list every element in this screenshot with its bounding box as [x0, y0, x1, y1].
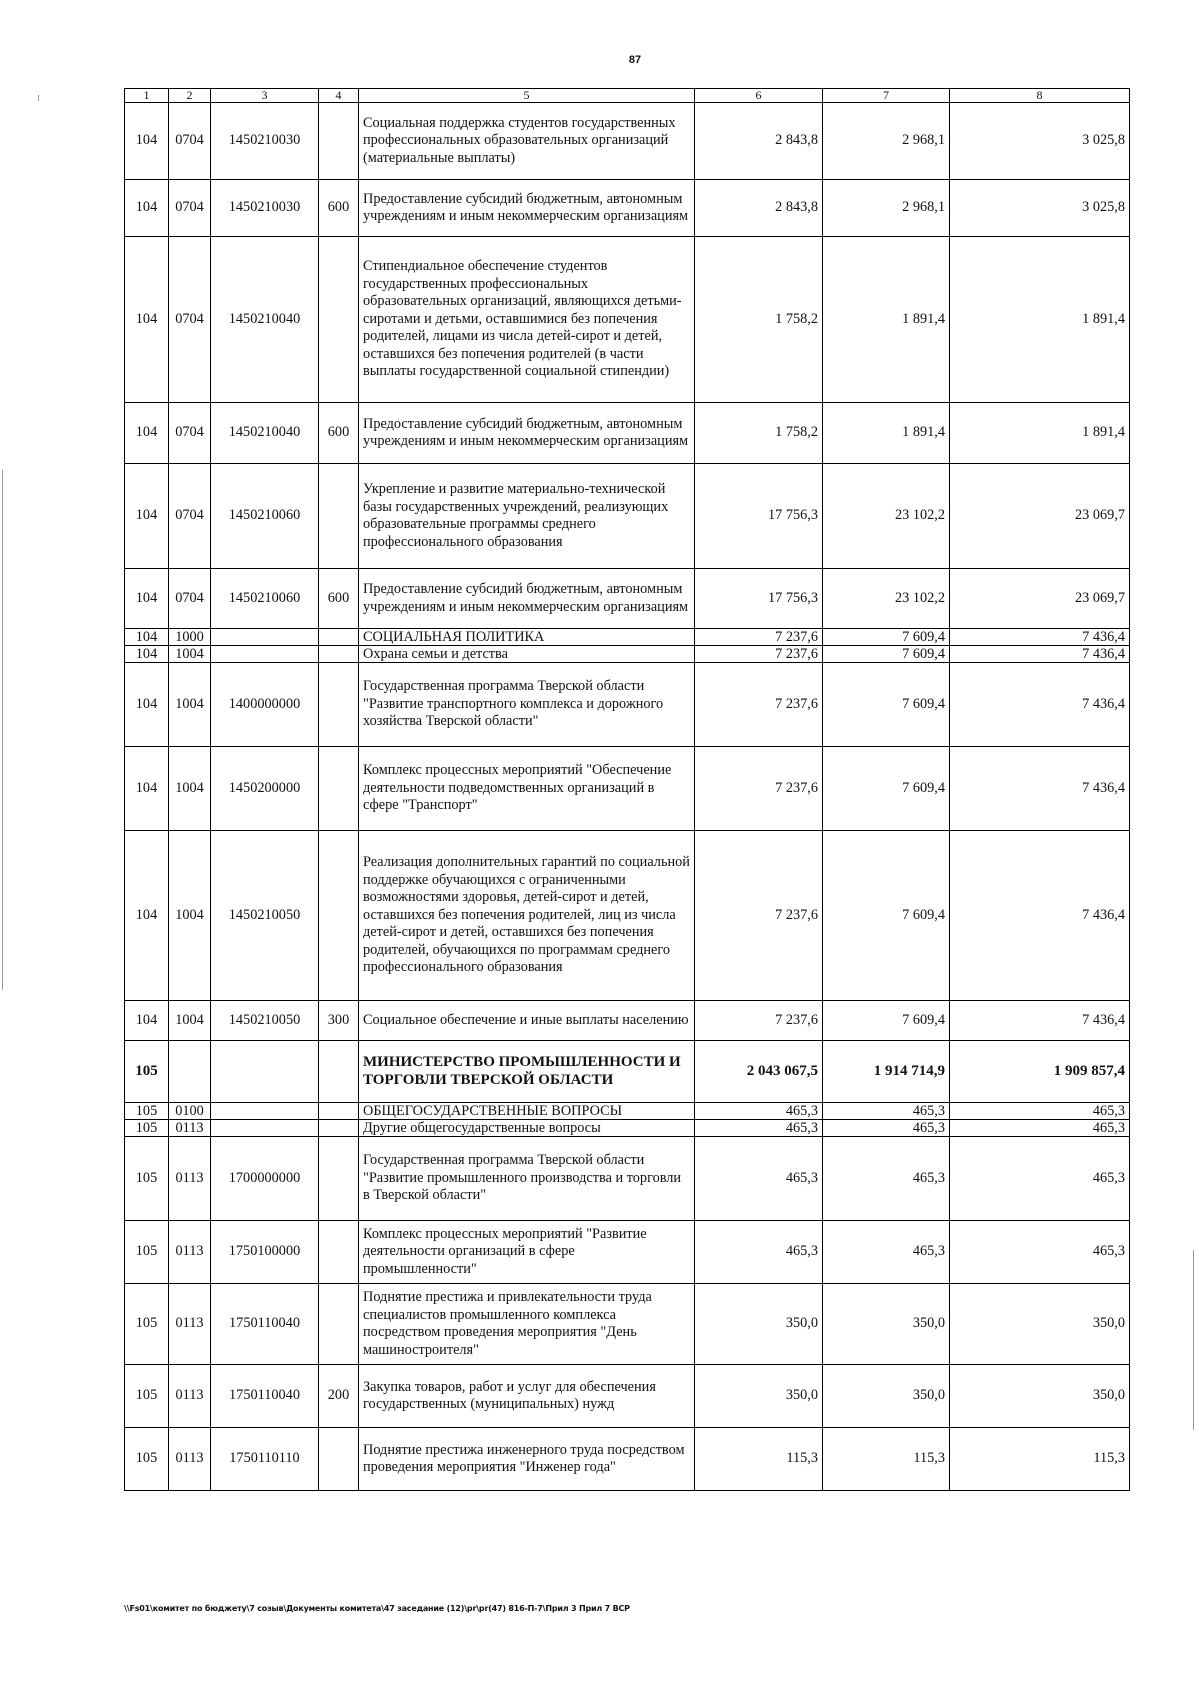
cell-amount-year-1: 7 237,6: [695, 1001, 823, 1041]
cell-amount-year-2: 7 609,4: [823, 646, 950, 663]
cell-description: Стипендиальное обеспечение студентов государственных профессиональных образовательных организаций, являющихся детьми-сиротами и детьми, оставшимися без попечения родителей, лицами из числа детей-сирот и детей, оставшихся без попечения родителей (в части выплаты государственной социальной стипендии): [359, 237, 695, 403]
cell-target-article: [211, 646, 319, 663]
cell-amount-year-2: 2 968,1: [823, 103, 950, 180]
column-header: 5: [359, 89, 695, 103]
cell-amount-year-2: 1 891,4: [823, 237, 950, 403]
table-row: [125, 646, 1130, 663]
cell-expense-type: [319, 629, 359, 646]
cell-expense-type: 600: [319, 180, 359, 237]
table-row: [125, 1137, 1130, 1221]
cell-description: Государственная программа Тверской области "Развитие промышленного производства и торговли в Тверской области": [359, 1137, 695, 1221]
file-path-footer: \\Fs01\комитет по бюджету\7 созыв\Документы комитета\47 заседание (12)\pr\pr(47) 816-П-7\Прил 3 Прил 7 ВСР: [124, 1604, 630, 1613]
cell-description: Комплекс процессных мероприятий "Развитие деятельности организаций в сфере промышленности": [359, 1221, 695, 1284]
cell-target-article: 1750110110: [211, 1428, 319, 1491]
table-row: [125, 747, 1130, 831]
cell-amount-year-1: 350,0: [695, 1284, 823, 1365]
cell-section-code: 1004: [169, 1001, 211, 1041]
cell-amount-year-3: 7 436,4: [950, 831, 1130, 1001]
cell-target-article: 1750110040: [211, 1365, 319, 1428]
cell-expense-type: 600: [319, 569, 359, 629]
cell-target-article: [211, 1041, 319, 1103]
cell-amount-year-1: 17 756,3: [695, 464, 823, 569]
cell-amount-year-1: 1 758,2: [695, 237, 823, 403]
cell-description: Другие общегосударственные вопросы: [359, 1120, 695, 1137]
cell-ministry-code: 105: [125, 1428, 169, 1491]
cell-amount-year-2: 23 102,2: [823, 569, 950, 629]
cell-expense-type: [319, 663, 359, 747]
column-header: 3: [211, 89, 319, 103]
cell-description: Укрепление и развитие материально-технической базы государственных учреждений, реализующих образовательные программы среднего профессионального образования: [359, 464, 695, 569]
cell-ministry-code: 105: [125, 1137, 169, 1221]
table-row: [125, 403, 1130, 464]
cell-amount-year-3: 1 891,4: [950, 237, 1130, 403]
cell-description: Комплекс процессных мероприятий "Обеспечение деятельности подведомственных организаций в сфере "Транспорт": [359, 747, 695, 831]
table-row: [125, 1001, 1130, 1041]
table-row: [125, 1428, 1130, 1491]
scan-edge-mark: [1193, 1250, 1194, 1430]
cell-amount-year-2: 465,3: [823, 1120, 950, 1137]
cell-amount-year-1: 17 756,3: [695, 569, 823, 629]
cell-target-article: 1750100000: [211, 1221, 319, 1284]
cell-ministry-code: 105: [125, 1365, 169, 1428]
cell-description: Предоставление субсидий бюджетным, автономным учреждениям и иным некоммерческим организациям: [359, 403, 695, 464]
cell-target-article: 1400000000: [211, 663, 319, 747]
cell-section-code: 1004: [169, 646, 211, 663]
cell-section-code: 0113: [169, 1221, 211, 1284]
cell-amount-year-3: 7 436,4: [950, 1001, 1130, 1041]
cell-expense-type: 200: [319, 1365, 359, 1428]
cell-amount-year-2: 2 968,1: [823, 180, 950, 237]
cell-expense-type: 300: [319, 1001, 359, 1041]
cell-section-code: 1000: [169, 629, 211, 646]
cell-amount-year-3: 1 909 857,4: [950, 1041, 1130, 1103]
cell-expense-type: [319, 1428, 359, 1491]
cell-description: Поднятие престижа и привлекательности труда специалистов промышленного комплекса посредством проведения мероприятия "День машиностроителя": [359, 1284, 695, 1365]
cell-section-code: 0704: [169, 237, 211, 403]
cell-section-code: 0100: [169, 1103, 211, 1120]
cell-expense-type: 600: [319, 403, 359, 464]
cell-amount-year-3: 465,3: [950, 1103, 1130, 1120]
scan-edge-mark: [2, 470, 3, 990]
cell-section-code: 0704: [169, 464, 211, 569]
cell-ministry-code: 104: [125, 629, 169, 646]
cell-amount-year-1: 7 237,6: [695, 629, 823, 646]
cell-section-code: 0113: [169, 1120, 211, 1137]
table-row: [125, 1365, 1130, 1428]
cell-section-code: 1004: [169, 747, 211, 831]
table-row: [125, 1120, 1130, 1137]
cell-expense-type: [319, 831, 359, 1001]
cell-amount-year-3: 7 436,4: [950, 629, 1130, 646]
table-row: [125, 1103, 1130, 1120]
cell-target-article: 1450210050: [211, 831, 319, 1001]
budget-table: [124, 88, 1130, 1491]
cell-description: Реализация дополнительных гарантий по социальной поддержке обучающихся с ограниченными возможностями здоровья, детей-сирот и детей, оставшихся без попечения родителей, лиц из числа детей-сирот и детей, оставшихся без попечения родителей, обучающихся по программам среднего профессионального образования: [359, 831, 695, 1001]
cell-description: Предоставление субсидий бюджетным, автономным учреждениям и иным некоммерческим организациям: [359, 180, 695, 237]
cell-amount-year-2: 350,0: [823, 1284, 950, 1365]
page-number: 87: [628, 54, 642, 66]
cell-amount-year-2: 23 102,2: [823, 464, 950, 569]
cell-expense-type: [319, 103, 359, 180]
cell-amount-year-3: 465,3: [950, 1221, 1130, 1284]
cell-amount-year-2: 7 609,4: [823, 1001, 950, 1041]
cell-amount-year-1: 2 843,8: [695, 180, 823, 237]
cell-amount-year-2: 115,3: [823, 1428, 950, 1491]
cell-section-code: 1004: [169, 831, 211, 1001]
column-header: 4: [319, 89, 359, 103]
cell-description: Государственная программа Тверской области "Развитие транспортного комплекса и дорожного хозяйства Тверской области": [359, 663, 695, 747]
cell-expense-type: [319, 1221, 359, 1284]
cell-section-code: 0704: [169, 103, 211, 180]
cell-amount-year-1: 350,0: [695, 1365, 823, 1428]
cell-amount-year-3: 7 436,4: [950, 646, 1130, 663]
cell-section-code: 0113: [169, 1137, 211, 1221]
cell-ministry-code: 105: [125, 1284, 169, 1365]
column-number-row: [125, 89, 1130, 103]
cell-target-article: 1450210050: [211, 1001, 319, 1041]
cell-ministry-code: 104: [125, 103, 169, 180]
cell-ministry-code: 104: [125, 747, 169, 831]
cell-description: Охрана семьи и детства: [359, 646, 695, 663]
cell-target-article: [211, 1103, 319, 1120]
cell-amount-year-2: 465,3: [823, 1221, 950, 1284]
cell-amount-year-3: 465,3: [950, 1120, 1130, 1137]
cell-amount-year-1: 465,3: [695, 1103, 823, 1120]
cell-target-article: [211, 629, 319, 646]
cell-expense-type: [319, 1041, 359, 1103]
cell-amount-year-3: 23 069,7: [950, 464, 1130, 569]
table-row: [125, 629, 1130, 646]
table-row: [125, 237, 1130, 403]
cell-amount-year-2: 7 609,4: [823, 663, 950, 747]
cell-amount-year-1: 7 237,6: [695, 831, 823, 1001]
table-row: [125, 180, 1130, 237]
cell-amount-year-3: 7 436,4: [950, 663, 1130, 747]
cell-ministry-code: 104: [125, 237, 169, 403]
cell-ministry-code: 104: [125, 646, 169, 663]
cell-amount-year-3: 1 891,4: [950, 403, 1130, 464]
cell-amount-year-3: 350,0: [950, 1284, 1130, 1365]
cell-amount-year-1: 1 758,2: [695, 403, 823, 464]
cell-amount-year-1: 2 043 067,5: [695, 1041, 823, 1103]
cell-amount-year-1: 7 237,6: [695, 747, 823, 831]
cell-expense-type: [319, 237, 359, 403]
cell-target-article: 1450210060: [211, 464, 319, 569]
cell-description: МИНИСТЕРСТВО ПРОМЫШЛЕННОСТИ И ТОРГОВЛИ ТВЕРСКОЙ ОБЛАСТИ: [359, 1041, 695, 1103]
table-row: [125, 1284, 1130, 1365]
table-row: [125, 464, 1130, 569]
cell-amount-year-3: 3 025,8: [950, 103, 1130, 180]
cell-amount-year-2: 7 609,4: [823, 747, 950, 831]
cell-amount-year-2: 1 914 714,9: [823, 1041, 950, 1103]
cell-ministry-code: 105: [125, 1103, 169, 1120]
column-header: 1: [125, 89, 169, 103]
cell-description: ОБЩЕГОСУДАРСТВЕННЫЕ ВОПРОСЫ: [359, 1103, 695, 1120]
cell-amount-year-3: 350,0: [950, 1365, 1130, 1428]
cell-amount-year-3: 7 436,4: [950, 747, 1130, 831]
cell-expense-type: [319, 464, 359, 569]
cell-section-code: 1004: [169, 663, 211, 747]
cell-target-article: 1450210030: [211, 103, 319, 180]
cell-target-article: 1450210040: [211, 403, 319, 464]
cell-section-code: 0113: [169, 1284, 211, 1365]
cell-section-code: 0113: [169, 1365, 211, 1428]
cell-target-article: 1450210060: [211, 569, 319, 629]
cell-target-article: 1450200000: [211, 747, 319, 831]
cell-amount-year-1: 7 237,6: [695, 646, 823, 663]
cell-ministry-code: 104: [125, 831, 169, 1001]
cell-ministry-code: 104: [125, 663, 169, 747]
scan-edge-mark: [38, 95, 39, 101]
cell-expense-type: [319, 747, 359, 831]
cell-expense-type: [319, 1120, 359, 1137]
cell-ministry-code: 105: [125, 1221, 169, 1284]
table-row: [125, 831, 1130, 1001]
cell-expense-type: [319, 646, 359, 663]
cell-target-article: 1450210040: [211, 237, 319, 403]
column-header: 6: [695, 89, 823, 103]
cell-amount-year-1: 115,3: [695, 1428, 823, 1491]
table-row: [125, 569, 1130, 629]
table-body: [125, 103, 1130, 1491]
cell-amount-year-2: 1 891,4: [823, 403, 950, 464]
cell-description: СОЦИАЛЬНАЯ ПОЛИТИКА: [359, 629, 695, 646]
table-row: [125, 1221, 1130, 1284]
cell-target-article: 1750110040: [211, 1284, 319, 1365]
cell-ministry-code: 105: [125, 1120, 169, 1137]
cell-amount-year-3: 465,3: [950, 1137, 1130, 1221]
cell-section-code: 0113: [169, 1428, 211, 1491]
cell-ministry-code: 104: [125, 180, 169, 237]
cell-ministry-code: 105: [125, 1041, 169, 1103]
cell-amount-year-2: 7 609,4: [823, 831, 950, 1001]
cell-amount-year-2: 350,0: [823, 1365, 950, 1428]
cell-amount-year-3: 23 069,7: [950, 569, 1130, 629]
cell-target-article: 1450210030: [211, 180, 319, 237]
cell-section-code: [169, 1041, 211, 1103]
table-row: [125, 1041, 1130, 1103]
cell-ministry-code: 104: [125, 464, 169, 569]
cell-expense-type: [319, 1137, 359, 1221]
cell-amount-year-1: 2 843,8: [695, 103, 823, 180]
cell-amount-year-2: 465,3: [823, 1103, 950, 1120]
cell-ministry-code: 104: [125, 1001, 169, 1041]
table-row: [125, 103, 1130, 180]
cell-ministry-code: 104: [125, 403, 169, 464]
cell-section-code: 0704: [169, 569, 211, 629]
column-header: 7: [823, 89, 950, 103]
cell-amount-year-2: 7 609,4: [823, 629, 950, 646]
cell-expense-type: [319, 1103, 359, 1120]
cell-description: Поднятие престижа инженерного труда посредством проведения мероприятия "Инженер года": [359, 1428, 695, 1491]
column-header: 8: [950, 89, 1130, 103]
cell-section-code: 0704: [169, 403, 211, 464]
cell-description: Социальное обеспечение и иные выплаты населению: [359, 1001, 695, 1041]
cell-amount-year-1: 7 237,6: [695, 663, 823, 747]
cell-expense-type: [319, 1284, 359, 1365]
cell-description: Социальная поддержка студентов государственных профессиональных образовательных организаций (материальные выплаты): [359, 103, 695, 180]
cell-section-code: 0704: [169, 180, 211, 237]
cell-target-article: [211, 1120, 319, 1137]
column-header: 2: [169, 89, 211, 103]
cell-ministry-code: 104: [125, 569, 169, 629]
cell-amount-year-1: 465,3: [695, 1137, 823, 1221]
cell-description: Закупка товаров, работ и услуг для обеспечения государственных (муниципальных) нужд: [359, 1365, 695, 1428]
cell-description: Предоставление субсидий бюджетным, автономным учреждениям и иным некоммерческим организациям: [359, 569, 695, 629]
cell-amount-year-3: 115,3: [950, 1428, 1130, 1491]
cell-amount-year-2: 465,3: [823, 1137, 950, 1221]
table-row: [125, 663, 1130, 747]
cell-amount-year-3: 3 025,8: [950, 180, 1130, 237]
cell-target-article: 1700000000: [211, 1137, 319, 1221]
cell-amount-year-1: 465,3: [695, 1120, 823, 1137]
cell-amount-year-1: 465,3: [695, 1221, 823, 1284]
